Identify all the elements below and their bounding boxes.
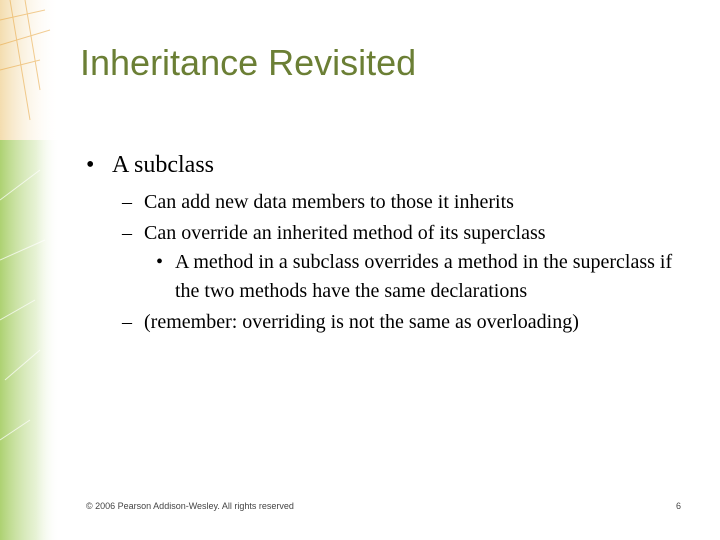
bullet-text: A method in a subclass overrides a method in the superclass if the two methods have the same declarations: [175, 251, 673, 302]
page-number: 6: [676, 501, 682, 511]
bullet-marker: •: [86, 152, 95, 178]
bullet-text: (remember: overriding is not the same as overloading): [144, 311, 579, 333]
dash-marker: –: [122, 222, 132, 244]
bullet-level2: [86, 188, 706, 217]
bullet-text: A subclass: [112, 152, 214, 178]
dash-marker: –: [122, 191, 132, 213]
bullet-level1: [86, 148, 706, 182]
bullet-list: [86, 148, 706, 337]
bullet-level3: [86, 248, 686, 306]
dash-marker: –: [122, 311, 132, 333]
bullet-text: Can override an inherited method of its superclass: [144, 222, 546, 244]
bullet-marker: •: [156, 251, 164, 273]
decorative-background-art: [0, 0, 60, 540]
bullet-level2: [86, 308, 706, 337]
bullet-text: Can add new data members to those it inherits: [144, 191, 514, 213]
slide-title: Inheritance Revisited: [80, 42, 417, 83]
bullet-level2: [86, 219, 706, 248]
copyright-footer: © 2006 Pearson Addison-Wesley. All rights reserved: [86, 501, 294, 511]
